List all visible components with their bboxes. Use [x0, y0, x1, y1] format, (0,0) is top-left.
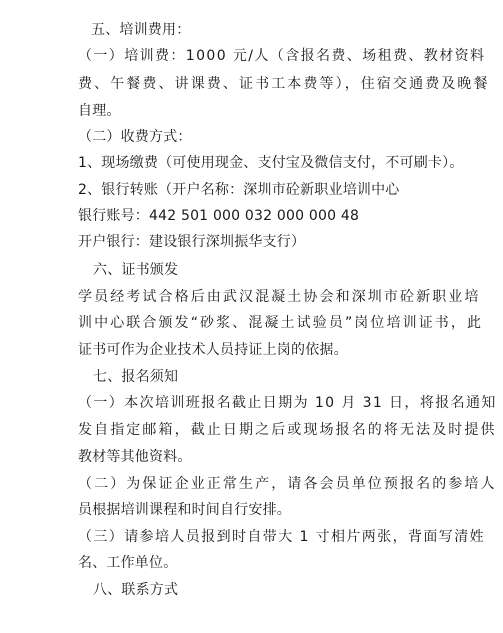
paragraph-line: 学员经考试合格后由武汉混凝土协会和深圳市砼新职业培 — [78, 289, 481, 305]
paragraph-line: 2、银行转账（开户名称：深圳市砼新职业培训中心 — [78, 182, 400, 198]
paragraph-line: 发自指定邮箱，截止日期之后或现场报名的将无法及时提供 — [78, 422, 497, 438]
bank-name: 开户银行：建设银行深圳振华支行） — [78, 234, 306, 250]
paragraph-line: 自理。 — [78, 103, 121, 119]
paragraph-line: 费、午餐费、讲课费、证书工本费等），住宿交通费及晚餐 — [78, 76, 490, 92]
paragraph-line: 教材等其他资料。 — [78, 449, 192, 465]
section-heading-contact: 八、联系方式 — [93, 582, 179, 598]
paragraph-line: 名、工作单位。 — [78, 555, 178, 571]
paragraph-line: （三）请参培人员报到时自带大 1 寸相片两张，背面写清姓 — [78, 529, 486, 545]
subheading-payment-method: （二）收费方式： — [78, 129, 192, 145]
section-heading-registration: 七、报名须知 — [93, 369, 179, 385]
paragraph-line: 训中心联合颁发“砂浆、混凝土试验员”岗位培训证书，此 — [78, 315, 484, 331]
paragraph-line: 1、现场缴费（可使用现金、支付宝及微信支付，不可刷卡）。 — [78, 155, 464, 171]
paragraph-line: （二）为保证企业正常生产，请各会员单位预报名的参培人 — [78, 476, 497, 492]
paragraph-line: （一）培训费：1000 元/人（含报名费、场租费、教材资料 — [78, 48, 486, 64]
section-heading-fees: 五、培训费用： — [91, 22, 191, 38]
paragraph-line: 证书可作为企业技术人员持证上岗的依据。 — [78, 342, 348, 358]
bank-account-number: 银行账号：442 501 000 032 000 000 48 — [78, 208, 360, 224]
section-heading-certificate: 六、证书颁发 — [93, 262, 179, 278]
paragraph-line: （一）本次培训班报名截止日期为 10 月 31 日，将报名通知 — [78, 395, 497, 411]
paragraph-line: 员根据培训课程和时间自行安排。 — [78, 502, 291, 518]
